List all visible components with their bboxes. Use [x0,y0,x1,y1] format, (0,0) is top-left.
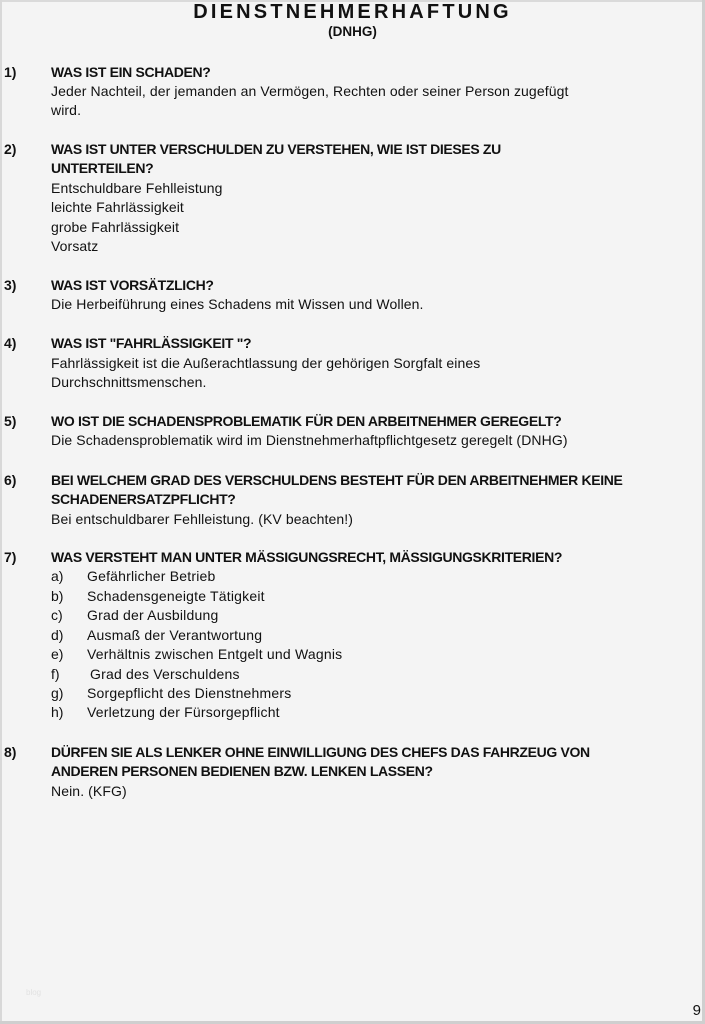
answer-line: Entschuldbare Fehlleistung [51,180,223,196]
answer-line: wird. [51,102,82,118]
sub-item-text: Sorgepflicht des Dienstnehmers [87,685,292,701]
sub-item-text: Grad des Verschuldens [90,666,240,682]
question-line: WAS IST "FAHRLÄSSIGKEIT "? [51,335,252,351]
item-number: 3) [4,277,17,293]
answer-line: Vorsatz [51,238,99,254]
page-edge-left [0,0,2,1024]
question-line: UNTERTEILEN? [51,160,154,176]
question-line: WAS IST UNTER VERSCHULDEN ZU VERSTEHEN, WIE IST DIESES ZU [51,141,501,157]
item-number: 4) [4,335,17,351]
sub-item-text: Verletzung der Fürsorgepflicht [87,704,280,720]
question-line: SCHADENERSATZPFLICHT? [51,491,236,507]
watermark: blog [26,988,42,997]
question-line: BEI WELCHEM GRAD DES VERSCHULDENS BESTEHT FÜR DEN ARBEITNEHMER KEINE [51,472,623,488]
answer-line: grobe Fahrlässigkeit [51,219,180,235]
question-line: WAS VERSTEHT MAN UNTER MÄSSIGUNGSRECHT, MÄSSIGUNGSKRITERIEN? [51,549,563,565]
answer-line: Jeder Nachteil, der jemanden an Vermögen, Rechten oder seiner Person zugefügt [51,83,569,99]
document-subtitle: (DNHG) [328,24,377,39]
question-line: WAS IST EIN SCHADEN? [51,64,211,80]
question-line: WAS IST VORSÄTZLICH? [51,277,214,293]
question-line: WO IST DIE SCHADENSPROBLEMATIK FÜR DEN ARBEITNEHMER GEREGELT? [51,413,562,429]
question-line: DÜRFEN SIE ALS LENKER OHNE EINWILLIGUNG DES CHEFS DAS FAHRZEUG VON [51,744,590,760]
sub-item-text: Schadensgeneigte Tätigkeit [87,588,265,604]
item-number: 8) [4,744,17,760]
sub-item-letter: f) [51,666,60,682]
sub-item-letter: h) [51,704,64,720]
sub-item-letter: a) [51,568,64,584]
sub-item-text: Grad der Ausbildung [87,607,219,623]
answer-line: leichte Fahrlässigkeit [51,199,184,215]
answer-line: Durchschnittsmenschen. [51,374,207,390]
answer-line: Fahrlässigkeit ist die Außerachtlassung der gehörigen Sorgfalt eines [51,355,481,371]
answer-line: Die Herbeiführung eines Schadens mit Wissen und Wollen. [51,296,424,312]
item-number: 2) [4,141,17,157]
sub-item-text: Ausmaß der Verantwortung [87,627,263,643]
item-number: 1) [4,64,17,80]
answer-line: Nein. (KFG) [51,783,127,799]
item-number: 6) [4,472,17,488]
sub-item-text: Verhältnis zwischen Entgelt und Wagnis [87,646,343,662]
page-number: 9 [692,1002,701,1019]
document-title: DIENSTNEHMERHAFTUNG [193,1,512,23]
sub-item-letter: c) [51,607,63,623]
sub-item-letter: e) [51,646,64,662]
sub-item-letter: b) [51,588,64,604]
question-line: ANDEREN PERSONEN BEDIENEN BZW. LENKEN LASSEN? [51,763,433,779]
sub-item-text: Gefährlicher Betrieb [87,568,216,584]
item-number: 7) [4,549,17,565]
sub-item-letter: d) [51,627,64,643]
sub-item-letter: g) [51,685,64,701]
item-number: 5) [4,413,17,429]
answer-line: Die Schadensproblematik wird im Dienstnehmerhaftpflichtgesetz geregelt (DNHG) [51,432,568,448]
answer-line: Bei entschuldbarer Fehlleistung. (KV beachten!) [51,511,353,527]
